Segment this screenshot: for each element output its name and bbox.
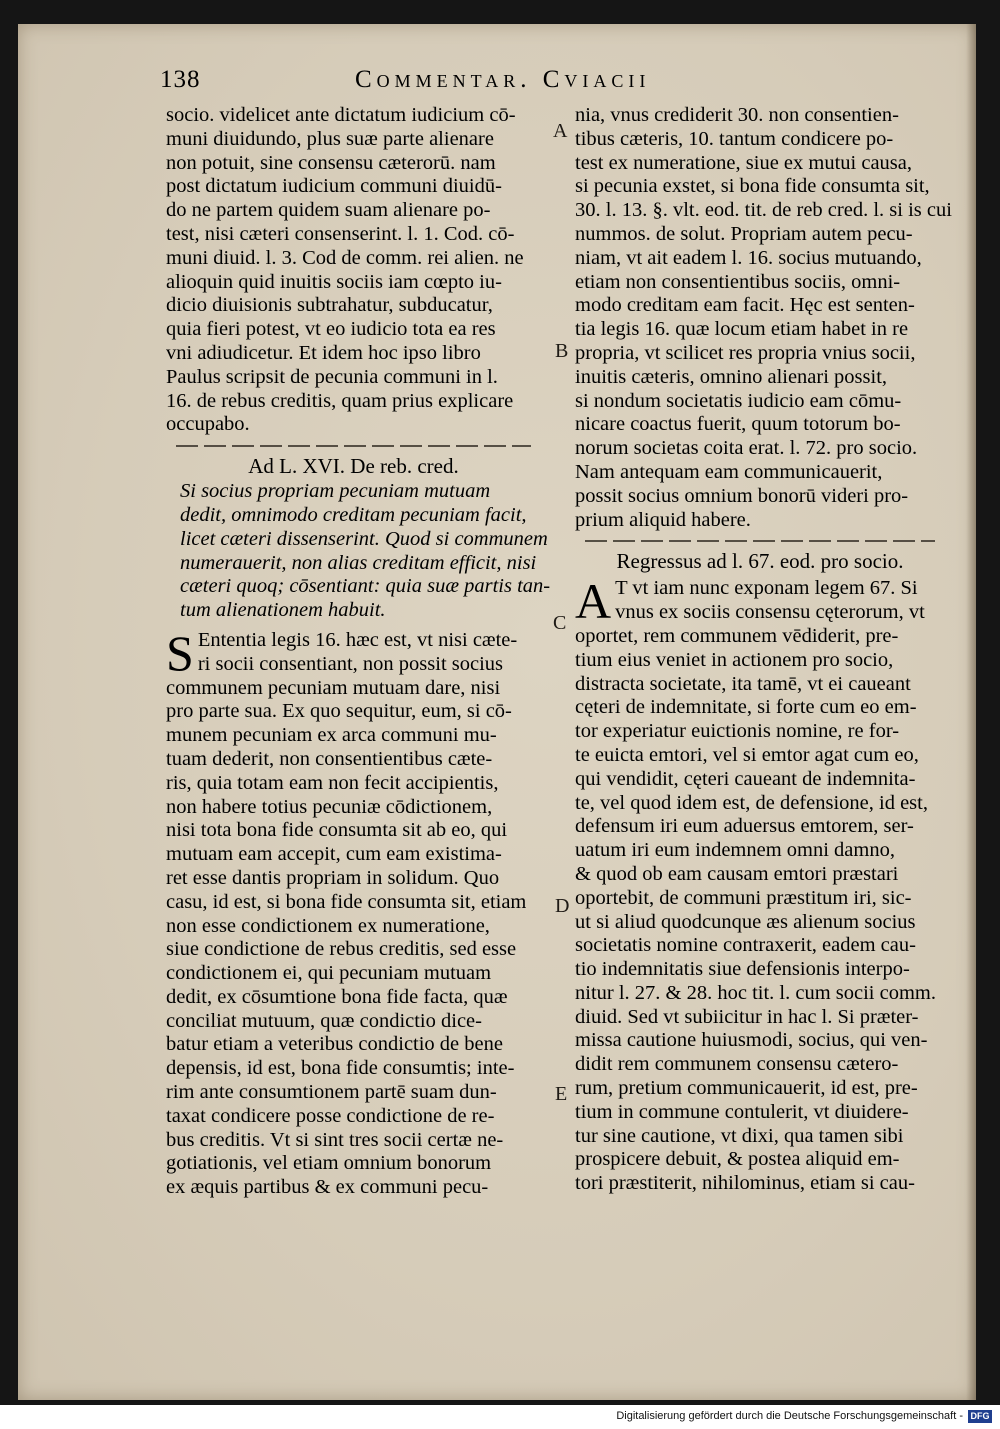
text-line: niam, vt ait eadem l. 16. socius mutuando, — [575, 246, 922, 269]
text-line: 16. de rebus creditis, quam prius explicare — [166, 389, 514, 412]
text-line: propria, vt scilicet res propria vnius socii, — [575, 341, 916, 364]
left-top-text — [166, 104, 541, 437]
section-title: Ad L. XVI. De reb. cred. — [248, 454, 459, 479]
text-line: modo creditam eam facit. Hęc est senten- — [575, 294, 915, 317]
text-line: do ne partem quidem suam alienare po- — [166, 199, 491, 222]
text-line: uatum iri eum indemnem omni damno, — [575, 839, 895, 862]
text-line: alioquin quid inuitis sociis iam cœpto iu- — [166, 270, 502, 293]
text-line: tio indemnitatis siue defensionis interpo- — [575, 958, 910, 981]
text-line: ri socii consentiant, non possit socius — [197, 652, 504, 675]
text-line: test, nisi cæteri consenserint. l. 1. Cod. cō- — [166, 222, 515, 245]
text-line: dedit, ex cōsumtione bona fide facta, quæ — [166, 985, 508, 1008]
text-line: tor experiatur euictionis nomine, re for- — [575, 720, 900, 743]
text-line: qui vendidit, cęteri caueant de indemnita- — [575, 767, 916, 790]
section-title: Regressus ad l. 67. eod. pro socio. — [616, 549, 904, 574]
text-line: tuam dederit, non consentientibus cæte- — [166, 747, 493, 770]
text-line: oportebit, de communi præstitum iri, sic- — [575, 886, 912, 909]
text-line: gotiationis, vel etiam omnium bonorum — [166, 1152, 492, 1175]
text-line: ut si aliud quodcunque æs alienum socius — [575, 910, 916, 933]
text-line: quia fieri potest, vt eo iudicio tota ea res — [166, 318, 496, 341]
margin-marker-a: A — [553, 120, 568, 142]
text-line: tia legis 16. quæ locum etiam habet in re — [575, 318, 909, 341]
text-line: nitur l. 27. & 28. hoc tit. l. cum socii comm. — [575, 981, 936, 1004]
text-line: mutuam eam accepit, cum eam existima- — [166, 843, 502, 866]
right-commentary — [575, 573, 945, 1196]
text-line: batur etiam a veteribus condictio de bene — [166, 1033, 503, 1056]
text-line: muni diuidundo, plus suæ parte alienare — [166, 127, 494, 150]
text-line: tium in commune contulerit, vt diuidere- — [575, 1100, 909, 1123]
footer-bar — [0, 1405, 1000, 1429]
text-line: muni diuid. l. 3. Cod de comm. rei alien. ne — [166, 246, 524, 269]
law-line: dedit, omnimodo creditam pecuniam facit, — [180, 503, 527, 526]
text-line: 30. l. 13. §. vlt. eod. tit. de reb cred. l. si is cui — [575, 199, 952, 222]
text-line: etiam non consentientibus sociis, omni- — [575, 270, 901, 293]
text-line: ret esse dantis propriam in solidum. Quo — [166, 866, 500, 889]
law-line: Si socius propriam pecuniam mutuam — [180, 480, 491, 503]
text-line: non esse condictionem ex numeratione, — [166, 914, 490, 937]
page-number: 138 — [160, 66, 201, 93]
margin-marker-b: B — [555, 340, 569, 362]
law-line: tum alienationem habuit. — [180, 599, 386, 622]
text-line: tibus cæteris, 10. tantum condicere po- — [575, 127, 894, 150]
text-line: societatis nomine contraxerit, eadem cau- — [575, 934, 916, 957]
left-column — [166, 104, 551, 1200]
text-line: & quod ob eam causam emtori præstari — [575, 862, 899, 885]
margin-marker-c: C — [553, 612, 567, 634]
text-line: nia, vnus crediderit 30. non consentien- — [575, 104, 899, 126]
margin-marker-e: E — [555, 1083, 568, 1105]
text-line: si pecunia exstet, si bona fide consumta sit, — [575, 175, 930, 198]
text-line: vni adiudicetur. Et idem hoc ipso libro — [166, 341, 481, 364]
text-line: communem pecuniam mutuam dare, nisi — [166, 676, 501, 699]
text-line: depensis, id est, bona fide consumtis; inte- — [166, 1057, 515, 1080]
text-line: conciliat mutuum, quæ condictio dice- — [166, 1009, 482, 1032]
law-line: numerauerit, non alias creditam efficit, nisi — [180, 551, 537, 574]
text-line: socio. videlicet ante dictatum iudicium cō- — [166, 104, 516, 126]
text-line: cęteri de indemnitate, si forte cum eo em- — [575, 696, 917, 719]
text-line: defensum iri eum aduersus emtorem, ser- — [575, 815, 914, 838]
running-head: Commentar. Cviacii — [355, 66, 651, 93]
text-line: te euicta emtori, vel si emtor agat cum eo, — [575, 743, 919, 766]
text-line: ris, quia totam eam non fecit accipientis, — [166, 771, 499, 794]
text-line: condictionem ei, qui pecuniam mutuam — [166, 962, 492, 985]
text-line: nummos. de solut. Propriam autem pecu- — [575, 222, 913, 245]
text-line: te, vel quod idem est, de defensione, id est, — [575, 791, 928, 814]
text-line: possit socius omnium bonorū videri pro- — [575, 484, 909, 507]
page-header — [160, 60, 940, 100]
text-line: rim ante consumtionem partē suam dun- — [166, 1081, 497, 1104]
text-line: dicio diuisionis subtrahatur, subducatur, — [166, 294, 493, 317]
text-line: Paulus scripsit de pecunia communi in l. — [166, 365, 498, 388]
left-commentary — [166, 624, 541, 1200]
text-line: T vt iam nunc exponam legem 67. Si — [615, 577, 918, 600]
text-line: casu, id est, si bona fide consumta sit, etiam — [166, 890, 527, 913]
text-line: munem pecuniam ex arca communi mu- — [166, 724, 497, 747]
text-line: diuid. Sed vt subiicitur in hac l. Si præter- — [575, 1005, 919, 1028]
law-quotation — [166, 480, 551, 623]
margin-marker-d: D — [555, 895, 570, 917]
drop-capital: S — [166, 624, 194, 681]
text-line: post dictatum iudicium communi diuidū- — [166, 175, 502, 198]
section-divider — [176, 445, 531, 447]
text-line: si nondum societatis iudicio eam cōmu- — [575, 389, 902, 412]
text-line: distracta societate, ita tamē, vt ei caueant — [575, 672, 911, 695]
text-line: tori præstiterit, nihilominus, etiam si cau- — [575, 1172, 915, 1195]
text-line: ex æquis partibus & ex communi pecu- — [166, 1176, 489, 1199]
dfg-logo[interactable]: DFG — [968, 1410, 992, 1423]
text-line: inuitis cæteris, omnino alienari possit, — [575, 365, 888, 388]
right-top-text — [575, 104, 952, 532]
text-line: nisi tota bona fide consumta sit ab eo, qui — [166, 819, 508, 842]
section-divider — [585, 540, 935, 542]
text-line: tur sine cautione, vt dixi, qua tamen sibi — [575, 1124, 904, 1147]
text-line: non habere totius pecuniæ cōdictionem, — [166, 795, 493, 818]
text-line: pro parte sua. Ex quo sequitur, eum, si cō- — [166, 700, 512, 723]
text-line: non potuit, sine consensu cæterorū. nam — [166, 151, 496, 174]
text-line: Nam antequam eam communicauerit, — [575, 460, 883, 483]
text-line: prospicere debuit, & postea aliquid em- — [575, 1148, 900, 1171]
text-line: rum, pretium communicauerit, id est, pre- — [575, 1077, 918, 1100]
text-line: norum societas coita erat. l. 72. pro socio. — [575, 437, 918, 460]
drop-capital: A — [575, 573, 612, 630]
text-line: Ententia legis 16. hæc est, vt nisi cæte- — [197, 628, 518, 651]
text-line: bus creditis. Vt si sint tres socii certæ ne- — [166, 1128, 504, 1151]
text-line: vnus ex sociis consensu cęterorum, vt — [615, 601, 925, 624]
law-line: licet cæteri dissenserint. Quod si communem — [180, 527, 548, 550]
page-edge-shadow — [966, 24, 976, 1400]
funding-credit: Digitalisierung gefördert durch die Deutsche Forschungsgemeinschaft - — [616, 1410, 963, 1422]
text-line: siue condictione de rebus creditis, sed esse — [166, 938, 517, 961]
right-column — [575, 104, 952, 1196]
text-line: tium eius veniet in actionem pro socio, — [575, 648, 894, 671]
text-line: taxat condicere posse condictione de re- — [166, 1104, 495, 1127]
text-line: didit rem communem consensu cætero- — [575, 1053, 899, 1076]
text-line: test ex numeratione, siue ex mutui causa, — [575, 151, 913, 174]
law-line: cæteri quoq; cōsentiant: quia suæ partis tan- — [180, 575, 551, 598]
text-line: missa cautione huiusmodi, socius, qui ven- — [575, 1029, 928, 1052]
text-line: occupabo. — [166, 413, 250, 436]
text-line: nicare coactus fuerit, quum totorum bo- — [575, 413, 901, 436]
text-line: prium aliquid habere. — [575, 508, 751, 531]
text-line: oportet, rem communem vēdiderit, pre- — [575, 624, 899, 647]
